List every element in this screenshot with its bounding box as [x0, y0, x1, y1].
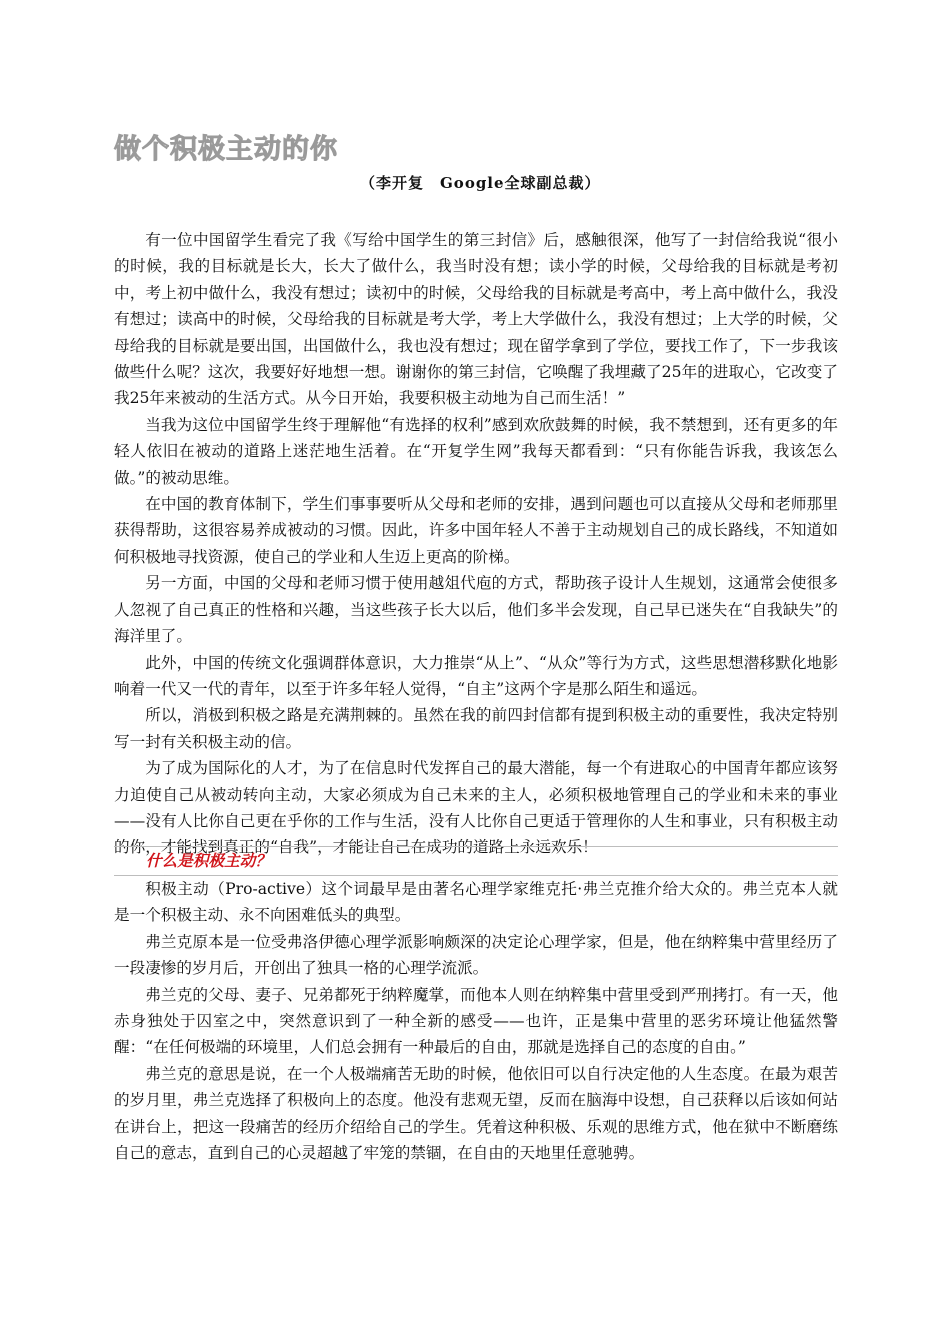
- paragraph: 另一方面，中国的父母和老师习惯于使用越俎代庖的方式，帮助孩子设计人生规划，这通常会使很多人忽视了自己真正的性格和兴趣，当这些孩子长大以后，他们多半会发现，自己早已迷失在“自我缺失”的海洋里了。: [114, 574, 838, 646]
- paragraph: 为了成为国际化的人才，为了在信息时代发挥自己的最大潜能，每一个有进取心的中国青年都应该努力迫使自己从被动转向主动，大家必须成为自己未来的主人，必须积极地管理自己的学业和未来的事业——没有人比你自己更在乎你的工作与生活，没有人比你自己更适于管理你的人生和事业，只有积极主动的你，才能找到真正的“自我”，才能让自己在成功的道路上永远欢乐！: [114, 759, 838, 857]
- paragraph: 弗兰克原本是一位受弗洛伊德心理学派影响颇深的决定论心理学家，但是，他在纳粹集中营里经历了一段凄惨的岁月后，开创出了独具一格的心理学流派。: [114, 932, 838, 978]
- section-heading: 什么是积极主动？: [146, 851, 271, 870]
- document-title: 做个积极主动的你: [114, 134, 338, 165]
- paragraph: 弗兰克的意思是说，在一个人极端痛苦无助的时候，他依旧可以自行决定他的人生态度。在最为艰苦的岁月里，弗兰克选择了积极向上的态度。他没有悲观无望，反而在脑海中设想，自己获释以后该如何站在讲台上，把这一段痛苦的经历介绍给自己的学生。凭着这种积极、乐观的思维方式，他在狱中不断磨练自己的意志，直到自己的心灵超越了牢笼的禁锢，在自由的天地里任意驰骋。: [114, 1064, 838, 1163]
- paragraph: 此外，中国的传统文化强调群体意识，大力推崇“从上”、“从众”等行为方式，这些思想潜移默化地影响着一代又一代的青年，以至于许多年轻人觉得，“自主”这两个字是那么陌生和遥远。: [114, 653, 838, 698]
- paragraph: 弗兰克的父母、妻子、兄弟都死于纳粹魔掌，而他本人则在纳粹集中营里受到严刑拷打。有一天，他赤身独处于囚室之中，突然意识到了一种全新的感受——也许，正是集中营里的恶劣环境让他猛然警醒：“在任何极端的环境里，人们总会拥有一种最后的自由，那就是选择自己的态度的自由。”: [114, 985, 838, 1057]
- body-section-2: [114, 876, 838, 1166]
- author-line: （李开复 Google全球副总裁）: [360, 174, 601, 192]
- paragraph: 所以，消极到积极之路是充满荆棘的。虽然在我的前四封信都有提到积极主动的重要性，我决定特别写一封有关积极主动的信。: [114, 706, 838, 751]
- body-section-1: [114, 227, 838, 861]
- section-divider-top: [114, 846, 838, 847]
- paragraph: 积极主动（Pro-active）这个词最早是由著名心理学家维克托·弗兰克推介给大众的。弗兰克本人就是一个积极主动、永不向困难低头的典型。: [114, 880, 838, 925]
- paragraph: 有一位中国留学生看完了我《写给中国学生的第三封信》后，感触很深，他写了一封信给我说“很小的时候，我的目标就是长大，长大了做什么，我当时没有想；读小学的时候，父母给我的目标就是考初中，考上初中做什么，我没有想过；读初中的时候，父母给我的目标就是考高中，考上高中做什么，我没有想过；读高中的时候，父母给我的目标就是考大学，考上大学做什么，我没有想过；上大学的时候，父母给我的目标就是要出国，出国做什么，我也没有想过；现在留学拿到了学位，要找工作了，下一步我该做些什么呢？这次，我要好好地想一想。谢谢你的第三封信，它唤醒了我埋藏了25年的进取心，它改变了我25年来被动的生活方式。从今日开始，我要积极主动地为自己而生活！”: [114, 231, 838, 408]
- paragraph: 当我为这位中国留学生终于理解他“有选择的权利”感到欢欣鼓舞的时候，我不禁想到，还有更多的年轻人依旧在被动的道路上迷茫地生活着。在“开复学生网”我每天都看到：“只有你能告诉我，我该怎么做。”的被动思维。: [114, 415, 838, 487]
- paragraph: 在中国的教育体制下，学生们事事要听从父母和老师的安排，遇到问题也可以直接从父母和老师那里获得帮助，这很容易养成被动的习惯。因此，许多中国年轻人不善于主动规划自己的成长路线，不知道如何积极地寻找资源，使自己的学业和人生迈上更高的阶梯。: [114, 495, 838, 566]
